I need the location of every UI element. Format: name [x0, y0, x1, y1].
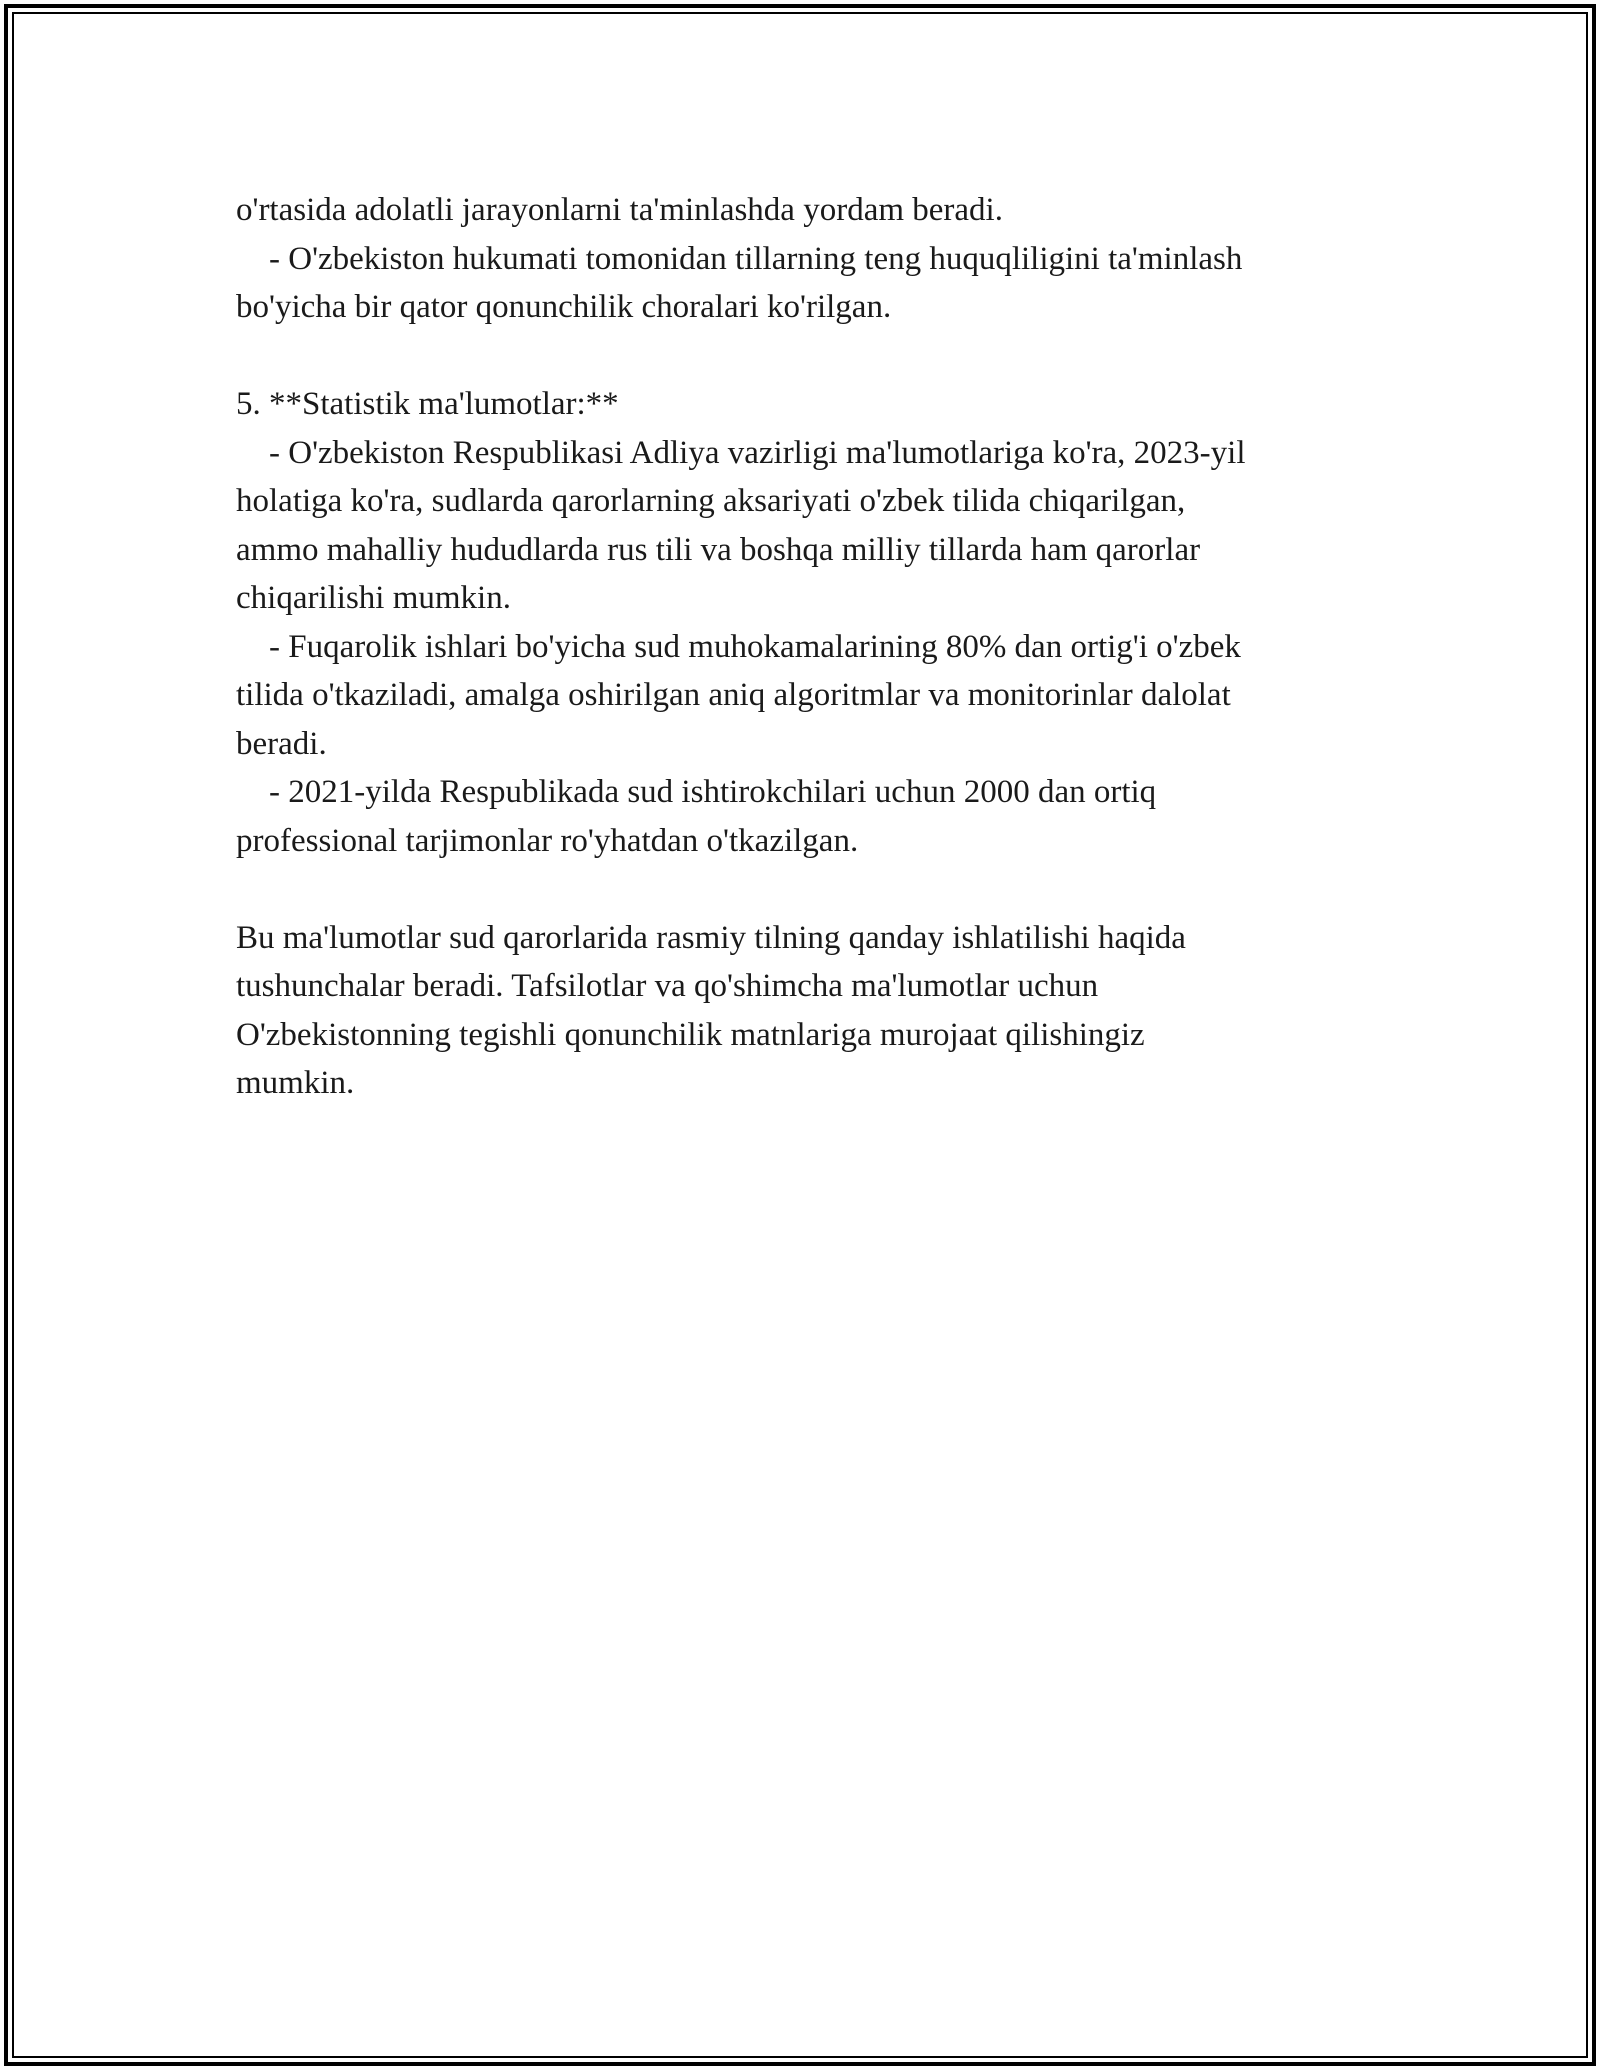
text-line: - Fuqarolik ishlari bo'yicha sud muhokamalarining 80% dan ortig'i o'zbek	[236, 628, 1241, 665]
text-line: professional tarjimonlar ro'yhatdan o'tkazilgan.	[236, 822, 859, 859]
text-line: mumkin.	[236, 1065, 355, 1101]
text-line: O'zbekistonning tegishli qonunchilik matnlariga murojaat qilishingiz	[236, 1016, 1145, 1053]
text-line: - O'zbekiston Respublikasi Adliya vazirligi ma'lumotlariga ko'ra, 2023-yil	[236, 434, 1246, 471]
text-line: holatiga ko'ra, sudlarda qarorlarning aksariyati o'zbek tilida chiqarilgan,	[236, 483, 1186, 519]
text-line: o'rtasida adolatli jarayonlarni ta'minlashda yordam beradi.	[236, 192, 1003, 228]
section-heading: 5. **Statistik ma'lumotlar:**	[236, 386, 619, 422]
text-line: chiqarilishi mumkin.	[236, 580, 511, 616]
text-line: - O'zbekiston hukumati tomonidan tillarning teng huquqliligini ta'minlash	[236, 240, 1243, 277]
text-line: tilida o'tkaziladi, amalga oshirilgan aniq algoritmlar va monitorinlar dalolat	[236, 677, 1231, 713]
text-line: tushunchalar beradi. Tafsilotlar va qo'shimcha ma'lumotlar uchun	[236, 968, 1099, 1004]
blank-line	[236, 332, 1396, 381]
text-line: - 2021-yilda Respublikada sud ishtirokchilari uchun 2000 dan ortiq	[236, 774, 1157, 810]
blank-line	[236, 865, 1396, 914]
document-body	[236, 186, 1396, 1108]
text-line: Bu ma'lumotlar sud qarorlarida rasmiy tilning qanday ishlatilishi haqida	[236, 919, 1186, 956]
text-line: bo'yicha bir qator qonunchilik choralari ko'rilgan.	[236, 289, 892, 325]
text-line: beradi.	[236, 725, 327, 762]
text-line: ammo mahalliy hududlarda rus tili va boshqa milliy tillarda ham qarorlar	[236, 531, 1201, 568]
